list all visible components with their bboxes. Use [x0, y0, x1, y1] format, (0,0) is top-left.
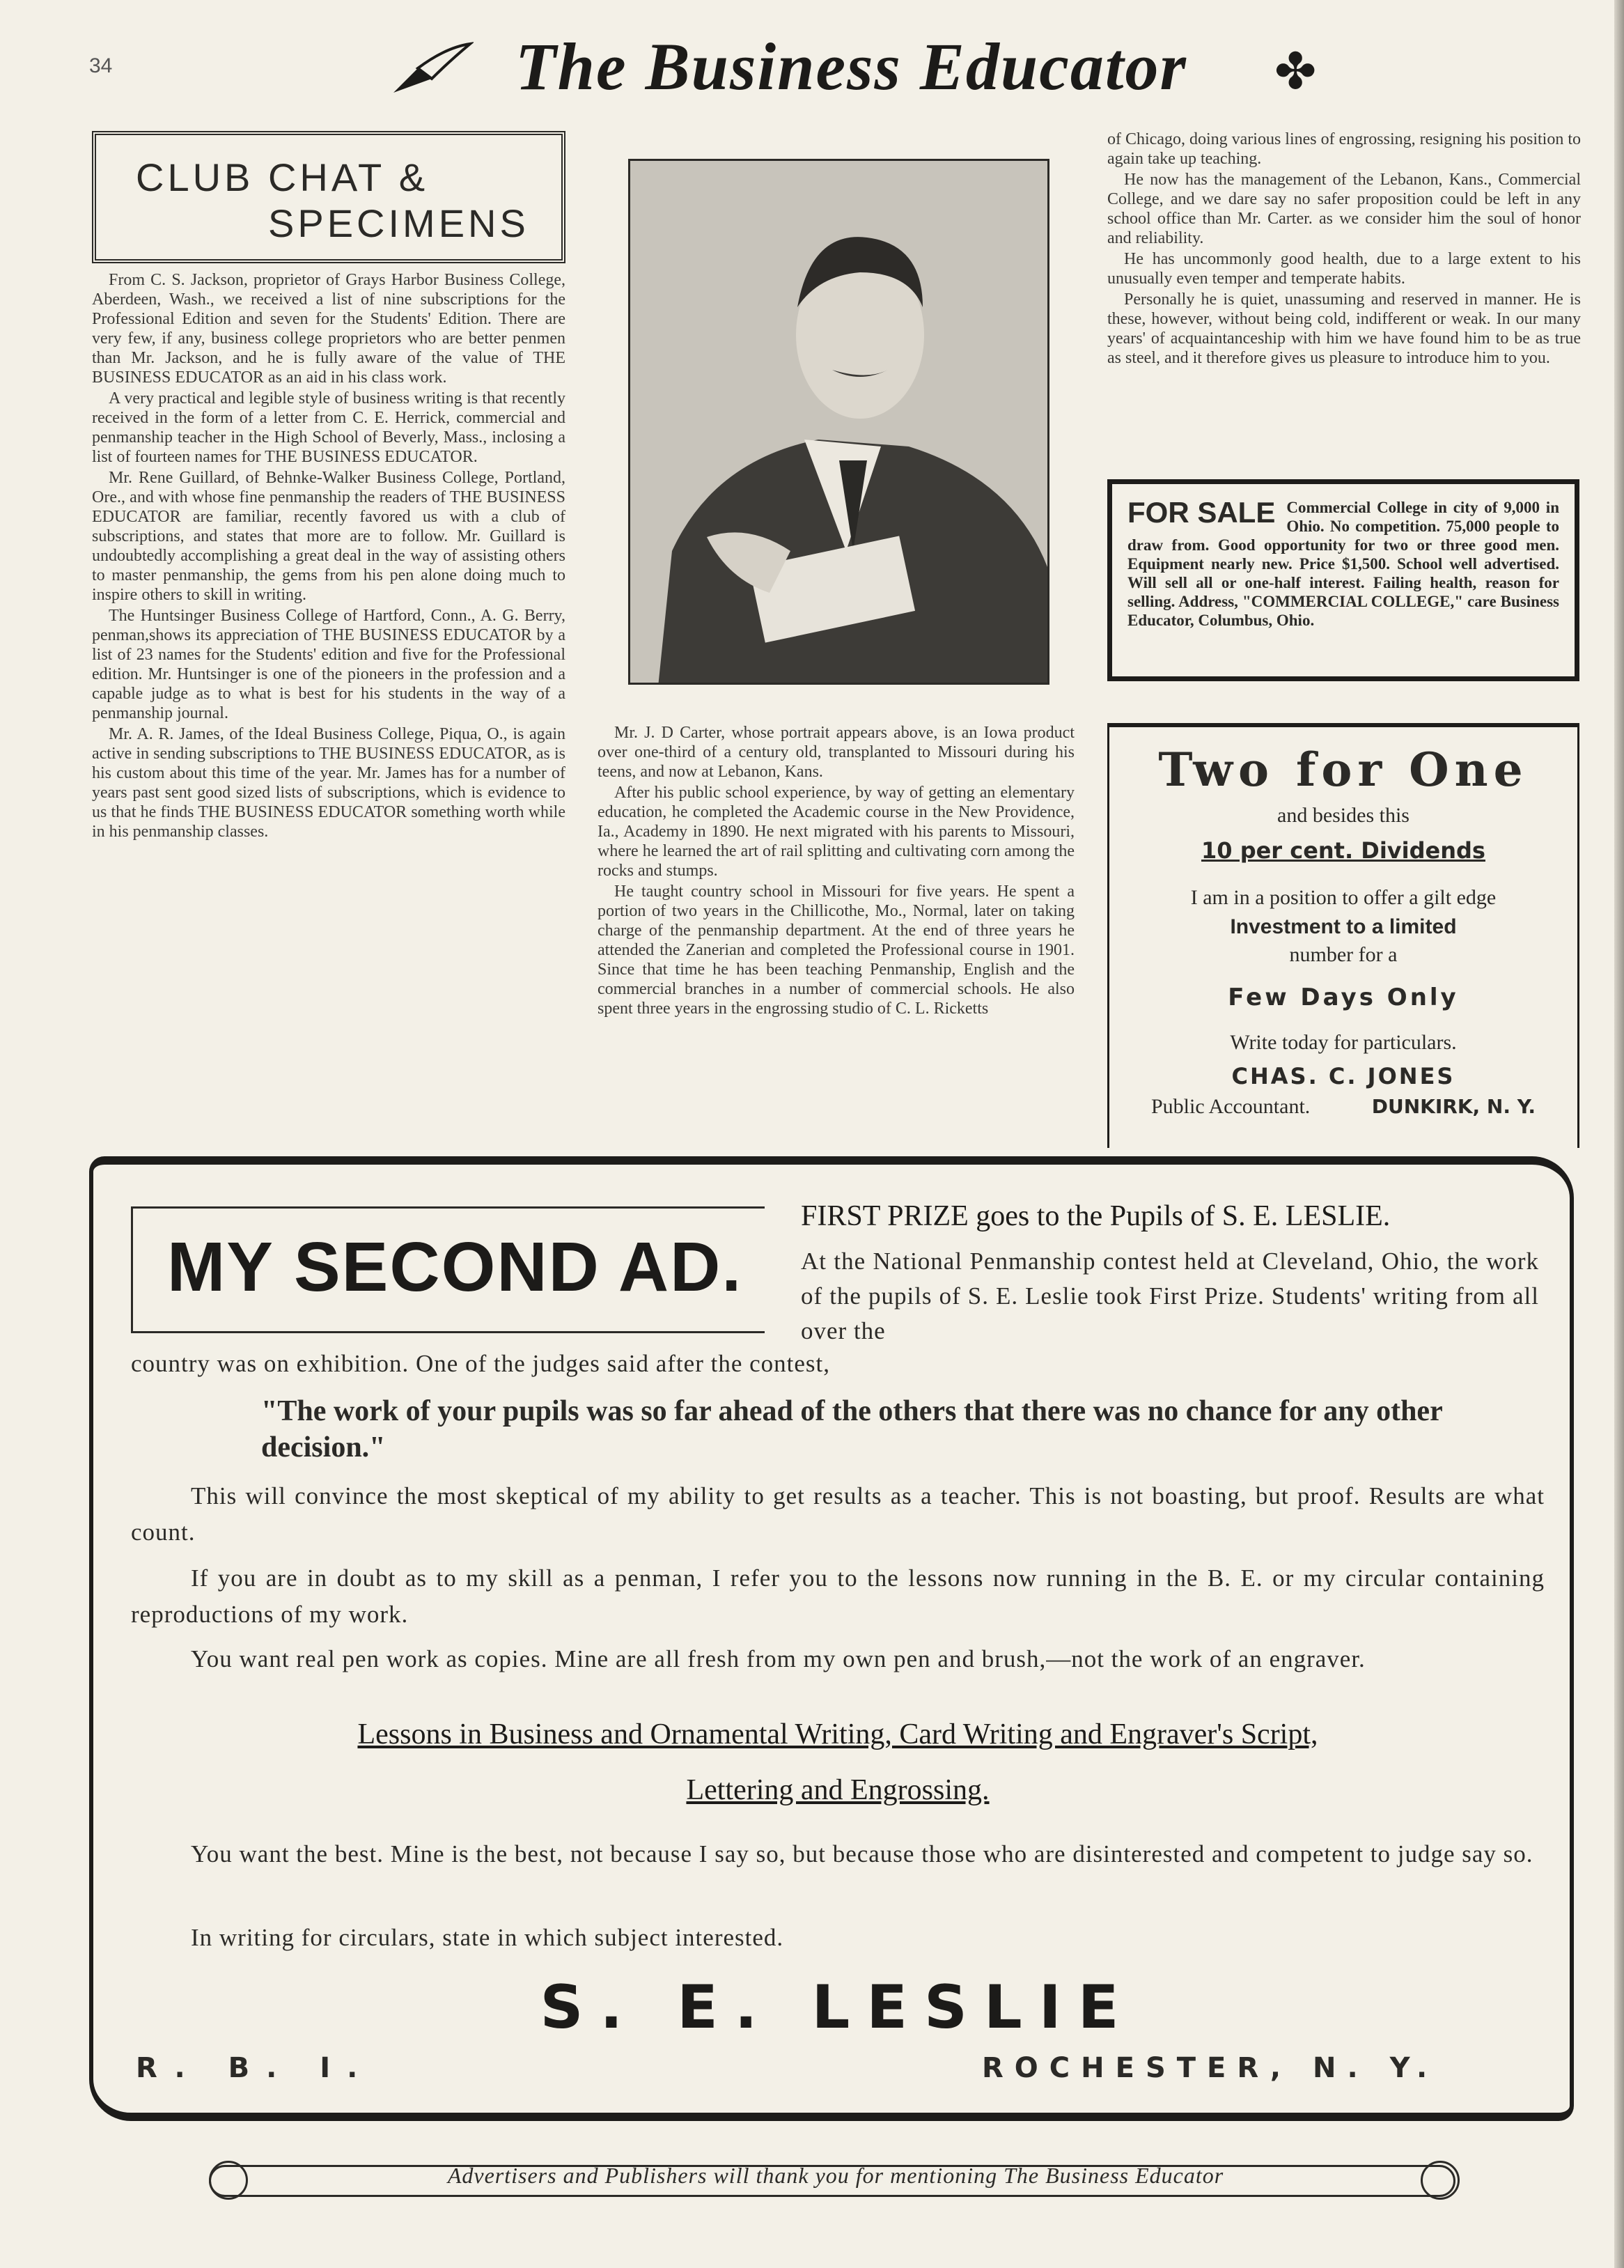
carter-continued-paragraph: Personally he is quiet, unassuming and reserved in manner. He is these, however, without being cold, indifferent or weak. In our many years' of acquaintanceship with him we have found him to be as true as steel, and it therefore gives us pleasure to introduce him to you. [1107, 290, 1581, 367]
advertiser-address [1109, 1095, 1577, 1119]
masthead-title: The Business Educator [515, 29, 1187, 104]
advertiser-name: CHAS. C. JONES [1231, 1063, 1455, 1089]
leslie-city: ROCHESTER, N. Y. [982, 2052, 1439, 2084]
offer-line: I am in a position to offer a gilt edge [1190, 886, 1497, 909]
quill-pen-icon [390, 40, 474, 100]
carter-paragraph: He taught country school in Missouri for five years. He spent a portion of two years in the Chillicothe, Mo., Normal, later on taking charge of the penmanship department. At the end of three years he attended the Zanerian and completed the Professional course in 1901. Since that time he has been teaching Penmanship, English and the commercial branches in a number of commercial schools. He also spent three years in the engrossing studio of C. L. Ricketts [598, 883, 1075, 1018]
investment-line: Investment to a limited [1230, 915, 1457, 938]
carter-paragraph: After his public school experience, by way of getting an elementary education, he completed the Academic course in the New Providence, Ia., Academy in 1890. He next migrated with his parents to Missouri, where he learned the art of rail splitting and cultivating corn among the rocks and stumps. [598, 784, 1075, 880]
few-days-line: Few Days Only [1228, 984, 1459, 1011]
for-sale-text: Commercial College in city of 9,000 in Ohio. No competition. 75,000 people to draw from. Good opportunity for two or three good men. Equipment nearly new. Price $1,500. School well advertised. Will sell all or one-half interest. Failing health, reason for selling. Address, "COMMERCIAL COLLEGE," care Business Educator, Columbus, Ohio. [1127, 499, 1559, 629]
judge-quote: "The work of your pupils was so far ahead of the others that there was no chance for any other decision." [261, 1395, 1442, 1463]
two-for-one-subtitle: and besides this [1277, 804, 1410, 827]
number-line: number for a [1289, 943, 1398, 966]
my-second-ad-title: MY SECOND AD. [167, 1228, 743, 1306]
two-for-one-title: Two for One [1158, 743, 1529, 797]
footer-right-ornament [1421, 2161, 1460, 2200]
ornament-icon: ✤ [1274, 44, 1317, 100]
page-edge [1614, 0, 1624, 2268]
carter-continued-paragraph: He now has the management of the Lebanon, Kans., Commercial College, and we dare say no safer proposition could be left in any school office than Mr. Carter. as we consider him the soul of honor and reliability. [1107, 171, 1581, 247]
for-sale-ad [1107, 479, 1579, 681]
page-number: 34 [89, 54, 113, 77]
rbi-label: R. B. I. [136, 2052, 375, 2084]
footer-left-ornament [209, 2161, 248, 2200]
specimens-title: SPECIMENS [268, 201, 529, 245]
carter-continued-paragraph: He has uncommonly good health, due to a large extent to his unusually even temper and temperate habits. [1107, 250, 1581, 288]
portrait-photo [628, 159, 1049, 685]
club-chat-paragraph: Mr. A. R. James, of the Ideal Business College, Piqua, O., is again active in sending subscriptions to THE BUSINESS EDUCATOR, as is his custom about this time of the year. Mr. James has for a number of years past sent good sized lists of subscriptions, which is evidence to us that he finds THE BUSINESS EDUCATOR something worth while in his penmanship classes. [92, 725, 565, 841]
club-chat-paragraph: The Huntsinger Business College of Hartford, Conn., A. G. Berry, penman,shows its appreciation of THE BUSINESS EDUCATOR by a list of 23 names for the Students' edition and five for the Professional edition. Mr. Huntsinger is one of the pioneers in the profession and a capable judge as to what is best for his students in the way of a penmanship journal. [92, 607, 565, 722]
club-chat-column [92, 270, 565, 1141]
for-sale-heading: FOR SALE [1127, 496, 1276, 529]
club-chat-paragraph: A very practical and legible style of business writing is that recently received in the form of a letter from C. E. Herrick, commercial and penmanship teacher in the High School of Beverly, Mass., inclosing a list of fourteen names for THE BUSINESS EDUCATOR. [92, 389, 565, 466]
carter-continued-paragraph: of Chicago, doing various lines of engrossing, resigning his position to again take up teaching. [1107, 130, 1581, 168]
dividends-line: 10 per cent. Dividends [1201, 837, 1485, 864]
advertiser-title: Public Accountant. [1151, 1095, 1311, 1118]
carter-biography-column [598, 723, 1075, 1155]
first-prize-body-continued: country was on exhibition. One of the judges said after the contest, [131, 1350, 831, 1377]
leslie-paragraph: If you are in doubt as to my skill as a penman, I refer you to the lessons now running in the B. E. or my circular containing reproductions of my work. [131, 1564, 1545, 1628]
leslie-paragraph: You want the best. Mine is the best, not because I say so, but because those who are disinterested and competent to judge say so. [191, 1840, 1533, 1867]
leslie-paragraph: You want real pen work as copies. Mine are all fresh from my own pen and brush,—not the work of an engraver. [191, 1645, 1366, 1672]
club-chat-paragraph: From C. S. Jackson, proprietor of Grays Harbor Business College, Aberdeen, Wash., we received a list of nine subscriptions for the Professional Edition and seven for the Students' Edition. There are very few, if any, business college proprietors who are better penmen than Mr. Jackson, and he is fully aware of the value of THE BUSINESS EDUCATOR as an aid in his class work. [92, 271, 565, 387]
first-prize-heading: FIRST PRIZE goes to the Pupils of S. E. LESLIE. [801, 1200, 1391, 1232]
lessons-line: Lessons in Business and Ornamental Writing, Card Writing and Engraver's Script, [357, 1718, 1318, 1750]
leslie-paragraph: In writing for circulars, state in which subject interested. [191, 1924, 784, 1951]
two-for-one-ad [1107, 723, 1579, 1148]
leslie-paragraph: This will convince the most skeptical of my ability to get results as a teacher. This is not boasting, but proof. Results are what count. [131, 1482, 1545, 1546]
lessons-line-2: Lettering and Engrossing. [686, 1774, 990, 1806]
club-chat-paragraph: Mr. Rene Guillard, of Behnke-Walker Business College, Portland, Ore., and with whose fine penmanship the readers of THE BUSINESS EDUCATOR are familiar, recently favored us with a club of subscriptions, and states that more are to follow. Mr. Guillard is undoubtedly accomplishing a great deal in the way of assisting others to master penmanship, the gems from his pen alone doing much to inspire others to skill in writing. [92, 469, 565, 604]
leslie-signature: S. E. LESLIE [540, 1973, 1136, 2042]
carter-continued-column [1107, 130, 1581, 464]
club-chat-title: CLUB CHAT & [136, 155, 429, 199]
footer-text: Advertisers and Publishers will thank you for mentioning The Business Educator [447, 2163, 1224, 2188]
write-today-line: Write today for particulars. [1230, 1031, 1457, 1054]
carter-paragraph: Mr. J. D Carter, whose portrait appears above, is an Iowa product over one-third of a century old, transplanted to Missouri during his teens, and now at Lebanon, Kans. [598, 724, 1075, 781]
advertiser-city: DUNKIRK, N. Y. [1371, 1095, 1536, 1118]
first-prize-body: At the National Penmanship contest held at Cleveland, Ohio, the work of the pupils of S. E. Leslie took First Prize. Students' writing from all over the [801, 1248, 1539, 1344]
